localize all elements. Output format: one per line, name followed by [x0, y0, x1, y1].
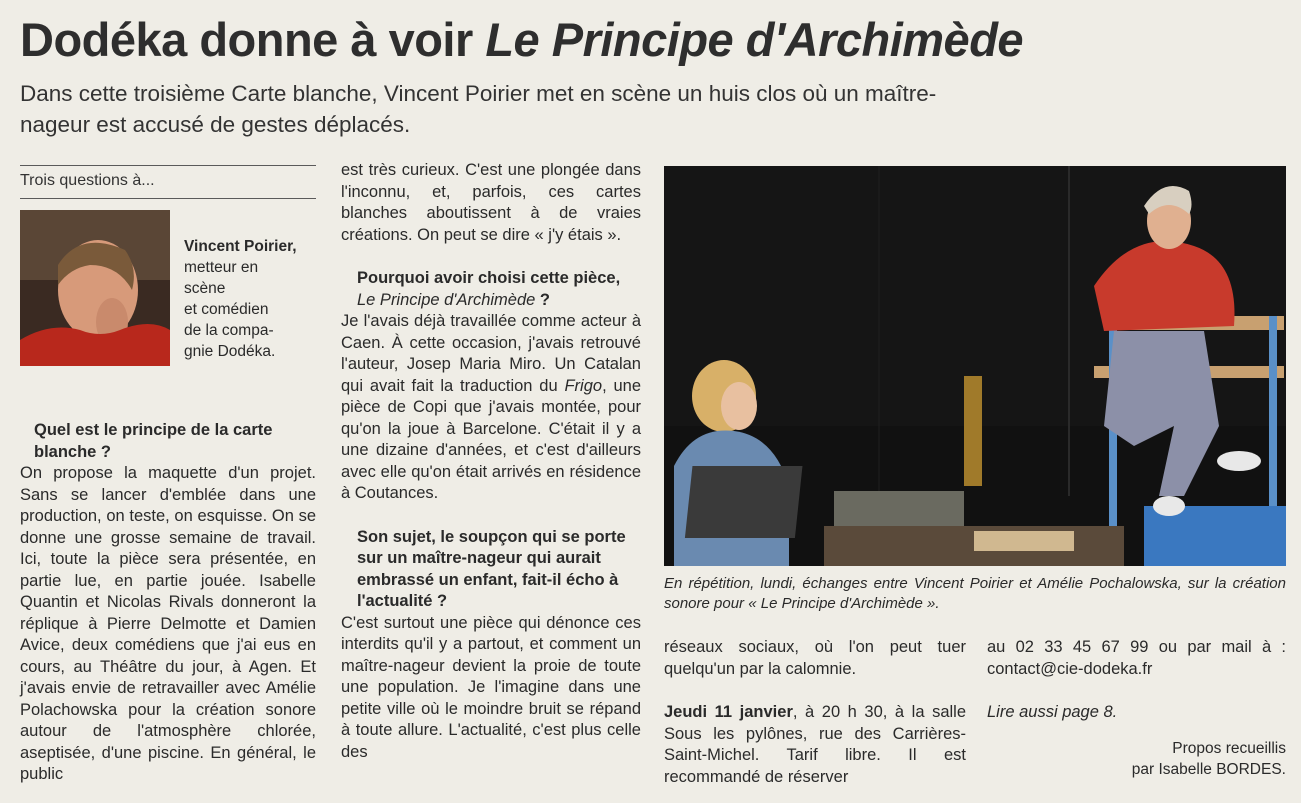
- answer-1: On propose la maquette d'un projet. Sans se lancer d'emblée dans une production, on teste, on esquisse. On se donne une grosse semaine de travail. Ici, toute la pièce sera présentée, en partie lue, en partie jouée. Isabelle Quantin et Nicolas Rivals donneront la réplique à Pierre Delmotte et Damien Avice, deux comédiens que j'ai eus en cours, au Théâtre du jour, à Agen. Et j'avais envie de retravailler avec Amélie Polachowska pour la création sonore autour de l'atmosphère chlorée, aseptisée, d'une piscine. En général, le public: [20, 464, 316, 783]
- column-2: [341, 160, 641, 763]
- byline-line-1: Propos recueillis: [1172, 739, 1286, 757]
- answer-2: Je l'avais déjà travaillée comme acteur à Caen. À cette occasion, j'avais retrouvé l'auteur, Josep Maria Miro. Un Catalan qui avait fait la traduction du Frigo, une pièce de Copi que j'avais montée, pour qu'on la joue à Barcelone. C'était il y a une dizaine d'années, et c'est d'ailleurs avec elle qu'on était arrivés en résidence à Coutances.: [341, 312, 641, 502]
- question-2: Pourquoi avoir choisi cette pièce, Le Principe d'Archimède ?: [357, 269, 621, 309]
- bio-line-2: scène: [184, 280, 226, 297]
- column-4: [987, 637, 1286, 780]
- question-1: Quel est le principe de la carte blanche ?: [34, 421, 273, 461]
- kicker-rule-bottom: [20, 198, 316, 199]
- column-3: [664, 637, 966, 788]
- answer-3-continued: réseaux sociaux, où l'on peut tuer quelqu'un par la calomnie.: [664, 638, 966, 678]
- event-details: Jeudi 11 janvier, à 20 h 30, à la salle Sous les pylônes, rue des Carrières-Saint-Michel. Tarif libre. Il est recommandé de réserver: [664, 703, 966, 786]
- kicker-label: Trois questions à...: [20, 172, 155, 189]
- bio-block: [184, 236, 314, 362]
- rehearsal-illustration: [664, 166, 1286, 566]
- headline: Dodéka donne à voir Le Principe d'Archimède: [20, 13, 1024, 66]
- bio-line-5: gnie Dodéka.: [184, 343, 276, 360]
- answer-1-continued: est très curieux. C'est une plongée dans l'inconnu, et, parfois, ces cartes blanches aboutissent à de vraies créations. On peut se dire « j'y étais ».: [341, 161, 641, 244]
- portrait-illustration: [20, 210, 170, 366]
- portrait-photo: [20, 210, 170, 366]
- kicker-rule-top: [20, 165, 316, 166]
- rehearsal-photo: [664, 166, 1286, 566]
- answer-3: C'est surtout une pièce qui dénonce ces interdits qu'il y a partout, et comment un maître-nageur devient la proie de toute une population. Je l'imagine dans une petite ville où le moindre bruit se répand à toute allure. L'actualité, c'est plus celle des: [341, 613, 641, 761]
- byline-line-2: par Isabelle BORDES.: [1131, 760, 1286, 778]
- bio-line-3: et comédien: [184, 301, 269, 318]
- question-3: Son sujet, le soupçon qui se porte sur un maître-nageur qui aurait embrassé un enfant, fait-il écho à l'actualité ?: [357, 527, 626, 610]
- bio-name: Vincent Poirier,: [184, 238, 297, 255]
- bio-line-4: de la compa-: [184, 322, 274, 339]
- bleed-through-text: [1171, 0, 1301, 70]
- see-also: Lire aussi page 8.: [987, 703, 1118, 721]
- deck-subtitle: Dans cette troisième Carte blanche, Vincent Poirier met en scène un huis clos où un maître-nageur est accusé de gestes déplacés.: [20, 81, 937, 137]
- bio-line-1: metteur en: [184, 259, 259, 276]
- photo-caption: En répétition, lundi, échanges entre Vincent Poirier et Amélie Pochalowska, sur la création sonore pour « Le Principe d'Archimède ».: [664, 575, 1286, 612]
- contact-info: au 02 33 45 67 99 ou par mail à : contact@cie-dodeka.fr: [987, 638, 1286, 678]
- column-1: [20, 420, 316, 786]
